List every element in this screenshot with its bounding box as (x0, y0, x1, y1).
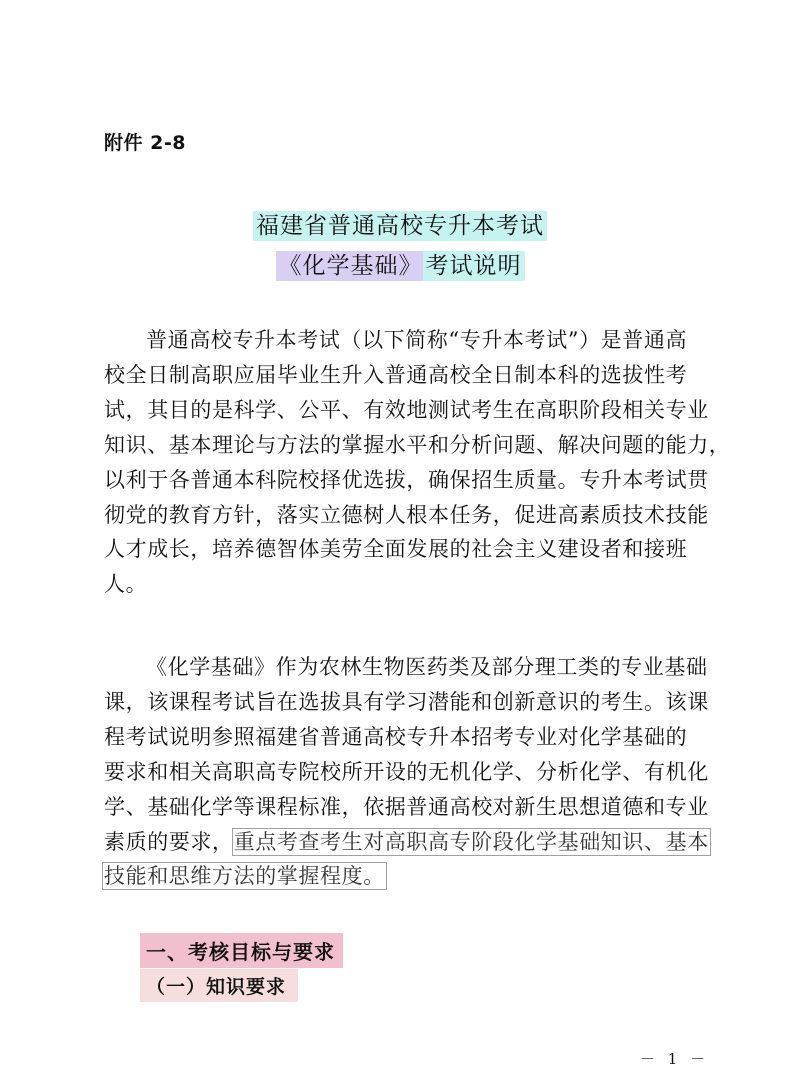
page-number: － 1 － (640, 1050, 710, 1068)
intro-paragraph (104, 323, 731, 602)
course-name-highlight: 《化学基础》 (276, 251, 423, 281)
boxed-highlight: 技能和思维方法的掌握程度。 (104, 864, 385, 889)
paragraph-line: 程考试说明参照福建省普通高校专升本招考专业对化学基础的 (104, 724, 688, 749)
paragraph-line: 试，其目的是科学、公平、有效地测试考生在高职阶段相关专业 (104, 397, 709, 422)
paragraph-line: 人才成长，培养德智体美劳全面发展的社会主义建设者和接班 (104, 537, 688, 562)
paragraph-line: 知识、基本理论与方法的掌握水平和分析问题、解决问题的能力， (104, 432, 731, 457)
paragraph-line (104, 859, 704, 894)
paragraph-line: 《化学基础》作为农林生物医药类及部分理工类的专业基础 (146, 655, 708, 679)
boxed-highlight: 重点考查考生对高职高专阶段化学基础知识、基本 (233, 829, 709, 854)
paragraph-line: 要求和相关高职高专院校所开设的无机化学、分析化学、有机化 (104, 759, 709, 784)
paragraph-line: 学、基础化学等课程标准，依据普通高校对新生思想道德和专业 (104, 794, 709, 819)
paragraph-line (104, 825, 709, 860)
paragraph-line: 课，该课程考试旨在选拔具有学习潜能和创新意识的考生。该课 (104, 689, 709, 714)
document-title-line-2 (0, 247, 800, 280)
attachment-label: 附件 2-8 (104, 132, 186, 154)
line-prefix: 素质的要求， (104, 829, 234, 854)
document-title-line-1 (0, 207, 800, 240)
course-paragraph (104, 650, 709, 894)
subsection-heading: （一）知识要求 (140, 969, 298, 1002)
section-heading: 一、考核目标与要求 (140, 933, 343, 968)
paragraph-line: 普通高校专升本考试（以下简称“专升本考试”）是普通高 (146, 328, 688, 352)
paragraph-line: 校全日制高职应届毕业生升入普通高校全日制本科的选拔性考 (104, 362, 688, 387)
paragraph-line: 人。 (104, 572, 148, 597)
title-highlight: 福建省普通高校专升本考试 (253, 211, 547, 241)
paragraph-line: 彻党的教育方针，落实立德树人根本任务，促进高素质技术技能 (104, 502, 709, 527)
paragraph-line: 以利于各普通本科院校择优选拔，确保招生质量。专升本考试贯 (104, 467, 709, 492)
title-suffix-highlight: 考试说明 (423, 251, 525, 281)
